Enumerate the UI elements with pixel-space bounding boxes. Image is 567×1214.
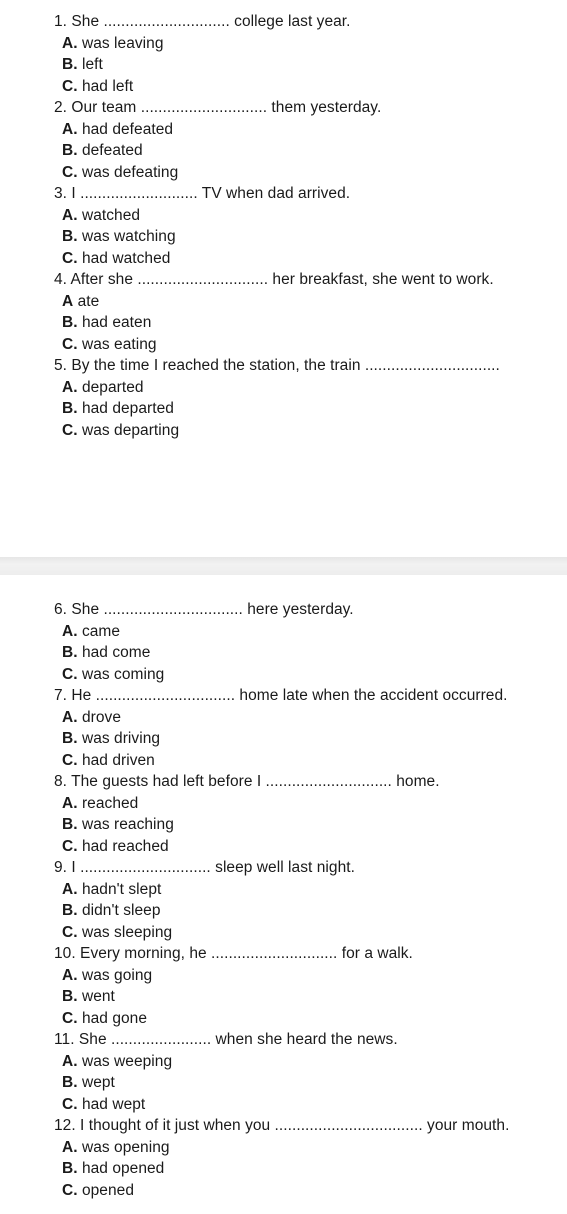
question-3-option-a <box>62 206 140 226</box>
option-letter: A. <box>62 966 78 984</box>
option-text: had eaten <box>77 314 152 331</box>
option-text: departed <box>77 378 144 396</box>
question-5-option-a <box>62 378 144 398</box>
option-text: hadn't slept <box>77 880 162 898</box>
option-letter: B. <box>62 988 78 1005</box>
option-text: had wept <box>77 1095 146 1113</box>
option-text: went <box>77 988 115 1005</box>
question-7-option-c <box>62 751 155 771</box>
question-2-option-b <box>62 141 143 161</box>
question-10-option-a <box>62 966 152 986</box>
option-letter: A. <box>62 378 78 396</box>
question-10-option-b <box>62 987 115 1007</box>
option-text: had opened <box>77 1160 165 1177</box>
question-4-stem: 4. After she .............................. her breakfast, she went to work. <box>54 271 494 288</box>
option-text: drove <box>77 708 121 726</box>
option-text: had departed <box>77 400 174 417</box>
option-letter: A. <box>62 794 78 812</box>
option-text: had gone <box>77 1009 148 1027</box>
option-text: opened <box>77 1181 134 1199</box>
option-letter: C. <box>62 421 78 439</box>
worksheet-page-2 <box>0 575 567 1214</box>
option-letter: B. <box>62 902 78 919</box>
option-text: wept <box>77 1074 115 1091</box>
option-letter: C. <box>62 923 78 941</box>
question-5-stem: 5. By the time I reached the station, the train ............................... <box>54 357 500 374</box>
option-text: was driving <box>77 730 161 747</box>
question-9-option-a <box>62 880 161 900</box>
option-text: ate <box>73 292 100 310</box>
question-3-option-c <box>62 249 170 269</box>
option-text: was opening <box>77 1138 170 1156</box>
question-12-stem: 12. I thought of it just when you .................................. your mouth. <box>54 1117 510 1134</box>
option-text: had driven <box>77 751 155 769</box>
option-letter: C. <box>62 163 78 181</box>
question-6-option-a <box>62 622 120 642</box>
page-gap <box>0 557 567 575</box>
option-letter: C. <box>62 665 78 683</box>
option-letter: B. <box>62 644 78 661</box>
option-text: didn't sleep <box>77 902 161 919</box>
option-text: came <box>77 622 121 640</box>
option-letter: B. <box>62 56 78 73</box>
option-letter: C. <box>62 837 78 855</box>
option-text: left <box>77 56 103 73</box>
option-letter: B. <box>62 816 78 833</box>
option-letter: C. <box>62 1095 78 1113</box>
option-letter: A. <box>62 622 78 640</box>
option-text: was weeping <box>77 1052 173 1070</box>
option-letter: B. <box>62 314 78 331</box>
question-6-stem: 6. She ................................ here yesterday. <box>54 601 354 618</box>
worksheet-page-1 <box>0 0 567 557</box>
option-text: was eating <box>77 335 157 353</box>
option-text: was watching <box>77 228 176 245</box>
question-9-option-c <box>62 923 172 943</box>
question-10-stem: 10. Every morning, he ............................. for a walk. <box>54 945 413 962</box>
option-letter: C. <box>62 77 78 95</box>
option-letter: B. <box>62 730 78 747</box>
option-letter: B. <box>62 1074 78 1091</box>
question-11-option-b <box>62 1073 115 1093</box>
question-2-option-c <box>62 163 178 183</box>
option-text: had defeated <box>77 120 174 138</box>
question-8-stem: 8. The guests had left before I ............................. home. <box>54 773 440 790</box>
option-text: had reached <box>77 837 169 855</box>
question-7-option-b <box>62 729 160 749</box>
option-text: reached <box>77 794 139 812</box>
option-letter: B. <box>62 142 78 159</box>
option-text: had come <box>77 644 151 661</box>
option-letter: C. <box>62 1181 78 1199</box>
question-12-option-b <box>62 1159 164 1179</box>
question-4-option-b <box>62 313 151 333</box>
question-1-option-c <box>62 77 133 97</box>
question-3-stem: 3. I ........................... TV when dad arrived. <box>54 185 351 202</box>
question-2-option-a <box>62 120 173 140</box>
option-letter: C. <box>62 751 78 769</box>
option-letter: A. <box>62 34 78 52</box>
question-10-option-c <box>62 1009 147 1029</box>
option-letter: C. <box>62 249 78 267</box>
option-text: was sleeping <box>77 923 173 941</box>
option-text: had left <box>77 77 134 95</box>
question-6-option-b <box>62 643 150 663</box>
option-letter: A. <box>62 206 78 224</box>
option-text: was coming <box>77 665 165 683</box>
option-letter: C. <box>62 1009 78 1027</box>
option-text: was departing <box>77 421 180 439</box>
option-letter: A. <box>62 1052 78 1070</box>
question-7-stem: 7. He ................................ home late when the accident occurred. <box>54 687 508 704</box>
question-5-option-c <box>62 421 179 441</box>
question-1-option-b <box>62 55 103 75</box>
question-12-option-c <box>62 1181 134 1201</box>
question-8-option-a <box>62 794 138 814</box>
option-text: watched <box>77 206 141 224</box>
option-letter: B. <box>62 228 78 245</box>
option-letter: A. <box>62 120 78 138</box>
question-12-option-a <box>62 1138 170 1158</box>
option-text: was going <box>77 966 153 984</box>
question-6-option-c <box>62 665 164 685</box>
option-letter: B. <box>62 1160 78 1177</box>
question-11-option-c <box>62 1095 145 1115</box>
option-letter: B. <box>62 400 78 417</box>
option-text: had watched <box>77 249 171 267</box>
question-1-option-a <box>62 34 164 54</box>
question-9-option-b <box>62 901 161 921</box>
option-text: was reaching <box>77 816 174 833</box>
question-8-option-c <box>62 837 169 857</box>
option-letter: A. <box>62 1138 78 1156</box>
option-letter: A <box>62 292 74 310</box>
question-11-stem: 11. She ....................... when she heard the news. <box>54 1031 398 1048</box>
option-text: was defeating <box>77 163 179 181</box>
option-letter: C. <box>62 335 78 353</box>
option-text: was leaving <box>77 34 164 52</box>
option-letter: A. <box>62 708 78 726</box>
question-7-option-a <box>62 708 121 728</box>
option-text: defeated <box>77 142 143 159</box>
question-4-option-a <box>62 292 99 312</box>
question-3-option-b <box>62 227 176 247</box>
question-4-option-c <box>62 335 157 355</box>
question-9-stem: 9. I .............................. sleep well last night. <box>54 859 355 876</box>
question-2-stem: 2. Our team ............................. them yesterday. <box>54 99 382 116</box>
question-5-option-b <box>62 399 174 419</box>
question-1-stem: 1. She ............................. college last year. <box>54 13 351 30</box>
question-11-option-a <box>62 1052 172 1072</box>
question-8-option-b <box>62 815 174 835</box>
option-letter: A. <box>62 880 78 898</box>
